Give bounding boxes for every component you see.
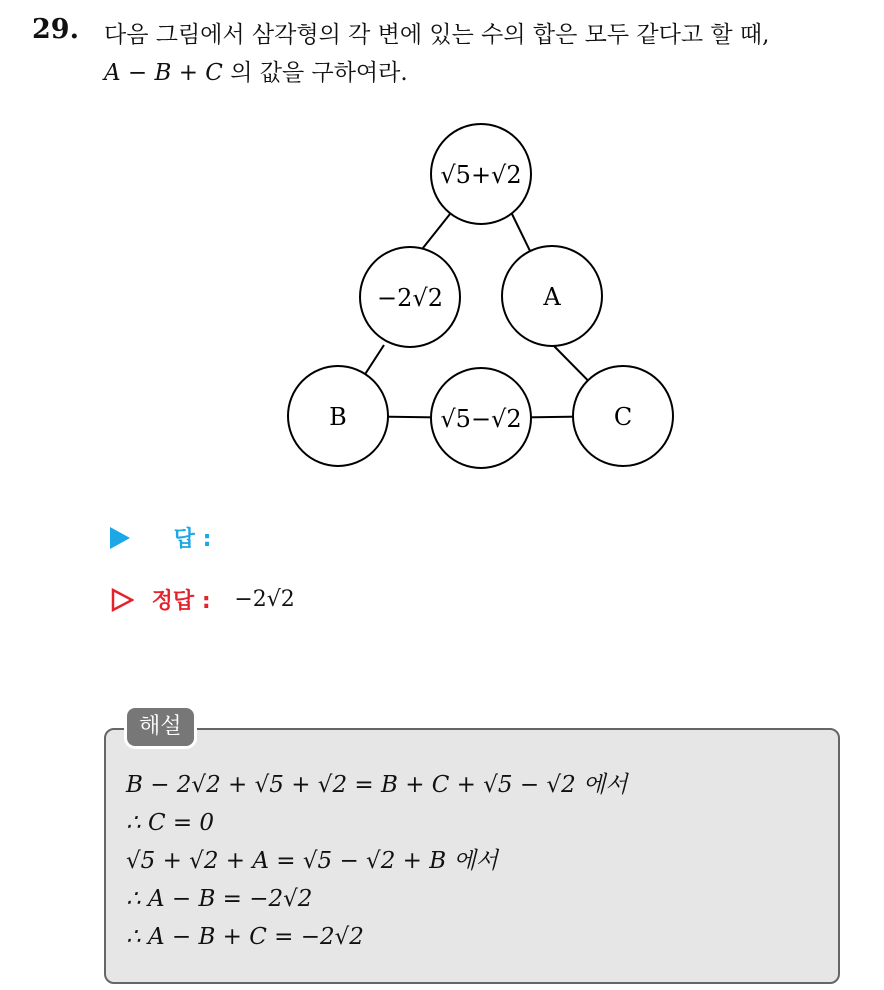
answer-label: 답 : (173, 527, 212, 552)
solution-tab: 해설 (127, 708, 194, 746)
question-line-1: 다음 그림에서 삼각형의 각 변에 있는 수의 합은 모두 같다고 할 때, (104, 22, 770, 48)
correct-answer-label: 정답 : (151, 589, 211, 614)
node-bottom-right-label: C (613, 403, 633, 431)
solution-line-3: √5 + √2 + A = √5 − √2 + B 에서 (126, 848, 498, 874)
correct-answer-value: −2√2 (234, 587, 295, 612)
node-bottom-mid-label: √5−√2 (440, 405, 522, 433)
answer-row (110, 522, 211, 553)
solution-line-2: ∴ C = 0 (126, 810, 215, 836)
solution-line-5: ∴ A − B + C = −2√2 (126, 924, 364, 950)
node-bottom-left-label: B (329, 403, 347, 431)
play-outline-icon (110, 588, 134, 612)
node-top-label: √5+√2 (440, 161, 522, 189)
node-left-mid-label: −2√2 (377, 284, 443, 312)
question-line-2-text: 의 값을 구하여라. (222, 60, 408, 86)
play-filled-icon (110, 527, 130, 549)
correct-answer-row (110, 584, 295, 615)
node-right-mid-label: A (543, 283, 561, 311)
solution-line-4: ∴ A − B = −2√2 (126, 886, 313, 912)
solution-line-1: B − 2√2 + √5 + √2 = B + C + √5 − √2 에서 (126, 772, 628, 798)
solution-lines (126, 766, 627, 956)
question-expression: A − B + C (104, 60, 223, 86)
question-number: 29. (32, 14, 79, 45)
